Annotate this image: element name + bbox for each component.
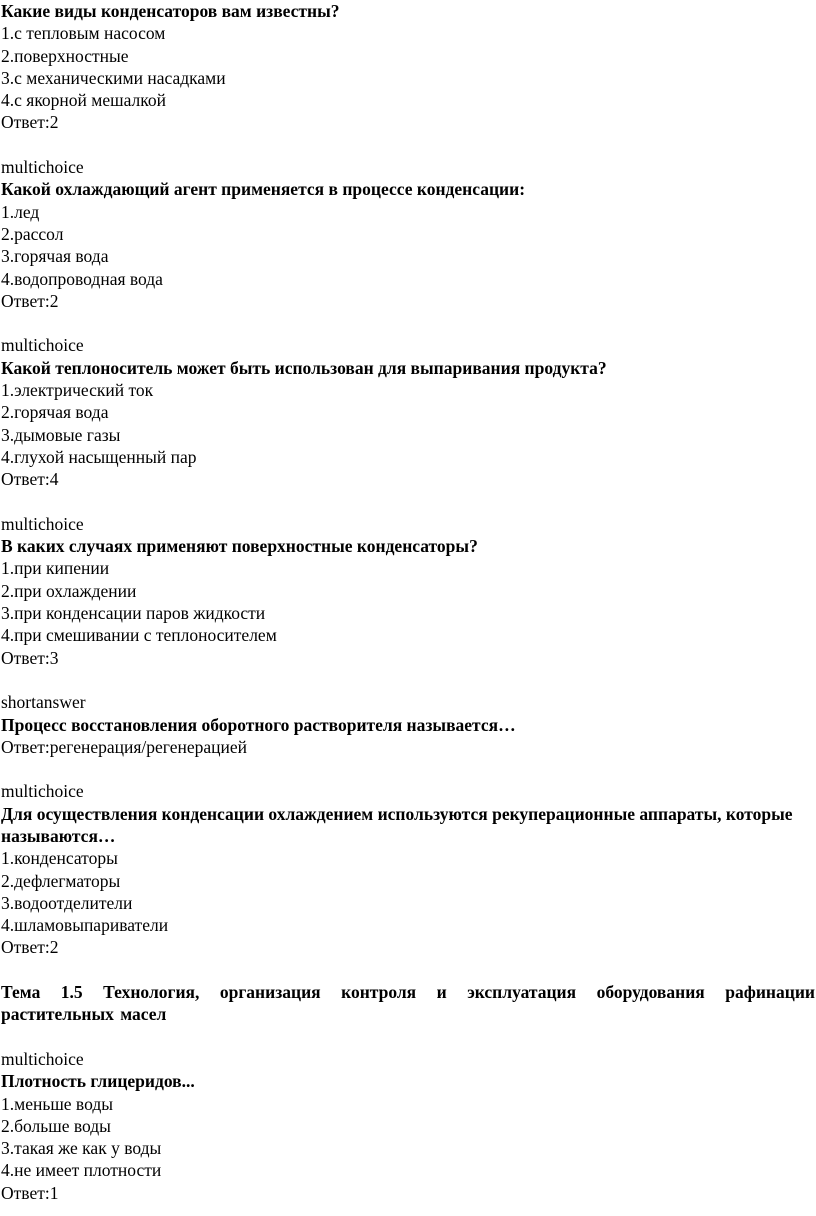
question-block-6: [1, 780, 816, 958]
answer: Ответ:4: [1, 469, 59, 490]
question-type: multichoice: [1, 157, 84, 178]
answer: Ответ:регенерация/регенерацией: [1, 736, 247, 757]
option: 3.при конденсации паров жидкости: [1, 603, 266, 624]
question-text: Какой охлаждающий агент применяется в процессе конденсации:: [1, 179, 526, 200]
question-text: Какие виды конденсаторов вам известны?: [1, 1, 340, 21]
option: 4.при смешивании с теплоносителем: [1, 625, 277, 646]
question-type: multichoice: [1, 781, 84, 802]
option: 4.водопроводная вода: [1, 268, 163, 289]
option: 3.такая же как у воды: [1, 1138, 162, 1159]
question-type: shortanswer: [1, 692, 86, 713]
question-text: Процесс восстановления оборотного растворителя называется…: [1, 714, 516, 735]
option: 2.дефлегматоры: [1, 870, 121, 891]
question-type: multichoice: [1, 513, 84, 534]
spacer: [1, 1026, 816, 1048]
option: 4.шламовыпариватели: [1, 915, 169, 936]
question-text: Какой теплоноситель может быть использован для выпаривания продукта?: [1, 357, 607, 378]
option: 2.поверхностные: [1, 45, 129, 66]
spacer: [1, 959, 816, 981]
option: 2.горячая вода: [1, 402, 109, 423]
option: 3.дымовые газы: [1, 424, 121, 445]
option: 3.с механическими насадками: [1, 67, 226, 88]
option: 1.электрический ток: [1, 380, 154, 401]
question-block-2: [1, 156, 816, 312]
answer: Ответ:2: [1, 112, 59, 133]
spacer: [1, 491, 816, 513]
question-text: Плотность глицеридов...: [1, 1071, 195, 1092]
answer: Ответ:1: [1, 1182, 59, 1203]
question-text: Для осуществления конденсации охлаждением используются рекуперационные аппараты, которые называются…: [1, 803, 793, 846]
option: 4.не имеет плотности: [1, 1160, 162, 1181]
option: 4.глухой насыщенный пар: [1, 446, 197, 467]
question-block-4: [1, 513, 816, 669]
option: 4.с якорной мешалкой: [1, 90, 166, 111]
question-block-1: [1, 0, 816, 134]
question-type: multichoice: [1, 1048, 84, 1069]
option: 2.при охлаждении: [1, 580, 137, 601]
spacer: [1, 134, 816, 156]
option: 1.лед: [1, 201, 40, 222]
option: 3.водоотделители: [1, 892, 133, 913]
option: 1.с тепловым насосом: [1, 23, 166, 44]
question-block-5: [1, 691, 816, 758]
answer: Ответ:2: [1, 290, 59, 311]
answer: Ответ:2: [1, 937, 59, 958]
option: 1.меньше воды: [1, 1093, 113, 1114]
spacer: [1, 669, 816, 691]
question-text: В каких случаях применяют поверхностные конденсаторы?: [1, 536, 478, 557]
option: 1.при кипении: [1, 558, 110, 579]
spacer: [1, 758, 816, 780]
topic-heading: Тема 1.5 Технология, организация контроля и эксплуатация оборудования рафинации растительных масел: [1, 982, 815, 1025]
answer: Ответ:3: [1, 647, 59, 668]
option: 2.больше воды: [1, 1115, 111, 1136]
option: 1.конденсаторы: [1, 848, 118, 869]
option: 2.рассол: [1, 223, 64, 244]
question-type: multichoice: [1, 335, 84, 356]
question-block-3: [1, 334, 816, 490]
option: 3.горячая вода: [1, 246, 109, 267]
spacer: [1, 312, 816, 334]
question-block-7: [1, 1048, 816, 1204]
